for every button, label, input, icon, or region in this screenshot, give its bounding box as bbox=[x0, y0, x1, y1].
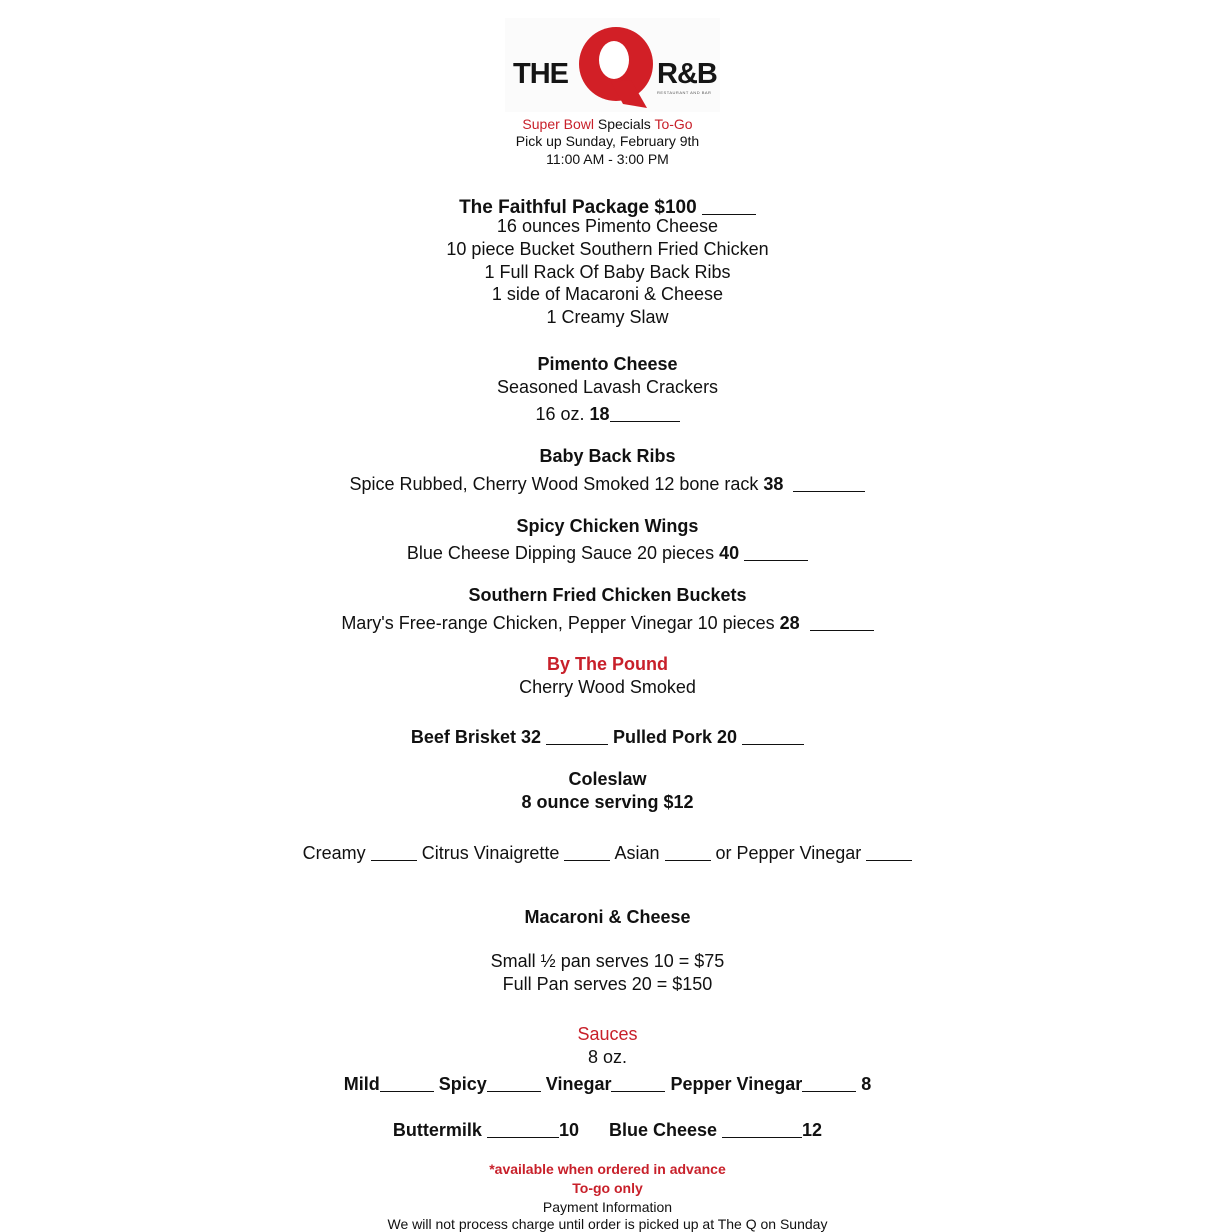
pound-title: By The Pound bbox=[547, 654, 668, 674]
order-blank[interactable] bbox=[742, 726, 804, 745]
pimento-price: 18 bbox=[589, 404, 610, 424]
sauce-buttermilk: Buttermilk bbox=[392, 1120, 482, 1140]
order-blank[interactable] bbox=[802, 1073, 856, 1092]
order-blank[interactable] bbox=[371, 842, 417, 861]
coleslaw-title: Coleslaw bbox=[568, 769, 647, 789]
sauce-mild: Mild bbox=[343, 1074, 380, 1094]
pound-desc: Cherry Wood Smoked bbox=[519, 677, 696, 697]
wings-price: 40 bbox=[719, 543, 740, 563]
mac-small: Small ½ pan serves 10 = $75 bbox=[490, 951, 725, 971]
pound-items-line bbox=[0, 724, 1215, 746]
super-bowl-text: Super Bowl bbox=[522, 116, 594, 132]
to-go-text: To-Go bbox=[654, 116, 693, 132]
faithful-item: 1 Creamy Slaw bbox=[546, 307, 669, 327]
coleslaw-options-line bbox=[0, 840, 1215, 862]
order-blank[interactable] bbox=[810, 612, 874, 631]
pimento-price-line bbox=[0, 401, 1215, 423]
pickup-date: Pick up Sunday, February 9th bbox=[515, 133, 700, 149]
advance-note: *available when ordered in advance bbox=[489, 1161, 726, 1177]
ribs-desc: Spice Rubbed, Cherry Wood Smoked 12 bone rack bbox=[349, 474, 764, 494]
pork-label: Pulled Pork 20 bbox=[613, 727, 738, 747]
payment-info-text: We will not process charge until order is picked up at The Q on Sunday bbox=[387, 1216, 828, 1232]
specials-text: Specials bbox=[594, 116, 655, 132]
coleslaw-serving: 8 ounce serving $12 bbox=[521, 792, 694, 812]
logo-the-text: THE bbox=[513, 58, 568, 90]
payment-info-label: Payment Information bbox=[542, 1199, 673, 1215]
sauces-title: Sauces bbox=[577, 1024, 638, 1044]
sauce-pepper-vinegar: Pepper Vinegar bbox=[670, 1074, 803, 1094]
chicken-desc: Mary's Free-range Chicken, Pepper Vinegar 10 pieces bbox=[341, 613, 780, 633]
buttermilk-price: 10 bbox=[558, 1120, 579, 1140]
order-blank[interactable] bbox=[744, 542, 808, 561]
mac-title: Macaroni & Cheese bbox=[524, 907, 691, 927]
sauce-spicy: Spicy bbox=[438, 1074, 487, 1094]
order-blank[interactable] bbox=[564, 842, 610, 861]
ribs-price-line bbox=[0, 471, 1215, 493]
order-blank[interactable] bbox=[487, 1119, 559, 1138]
order-blank[interactable] bbox=[722, 1119, 802, 1138]
logo-rb-text: R&B bbox=[657, 58, 717, 90]
pimento-desc: Seasoned Lavash Crackers bbox=[496, 377, 719, 397]
faithful-item: 1 side of Macaroni & Cheese bbox=[491, 284, 724, 304]
chicken-title: Southern Fried Chicken Buckets bbox=[468, 585, 747, 605]
pickup-time: 11:00 AM - 3:00 PM bbox=[546, 151, 669, 167]
order-blank[interactable] bbox=[793, 473, 865, 492]
sauce-price: 8 bbox=[861, 1074, 872, 1094]
mac-full: Full Pan serves 20 = $150 bbox=[502, 974, 713, 994]
wings-desc: Blue Cheese Dipping Sauce 20 pieces bbox=[406, 543, 720, 563]
coleslaw-option: Asian bbox=[614, 843, 660, 863]
coleslaw-option: Citrus Vinaigrette bbox=[421, 843, 560, 863]
faithful-item: 10 piece Bucket Southern Fried Chicken bbox=[446, 239, 769, 259]
ribs-price: 38 bbox=[763, 474, 784, 494]
pimento-size: 16 oz. bbox=[535, 404, 590, 424]
order-blank[interactable] bbox=[866, 842, 912, 861]
order-blank[interactable] bbox=[546, 726, 608, 745]
restaurant-logo bbox=[505, 18, 720, 112]
chicken-price-line bbox=[0, 610, 1215, 632]
wings-title: Spicy Chicken Wings bbox=[516, 516, 699, 536]
header-title-line bbox=[0, 117, 1215, 131]
sauce-vinegar: Vinegar bbox=[545, 1074, 612, 1094]
logo-subtitle: RESTAURANT AND BAR bbox=[657, 90, 712, 95]
sauces-line-2 bbox=[0, 1117, 1215, 1139]
to-go-note: To-go only bbox=[572, 1180, 643, 1196]
logo-q-icon bbox=[571, 20, 661, 110]
order-blank[interactable] bbox=[380, 1073, 434, 1092]
faithful-item: 16 ounces Pimento Cheese bbox=[496, 216, 719, 236]
order-blank[interactable] bbox=[487, 1073, 541, 1092]
faithful-package-line bbox=[0, 193, 1215, 217]
faithful-package-title: The Faithful Package $100 bbox=[459, 197, 697, 218]
sauces-size: 8 oz. bbox=[587, 1047, 628, 1067]
brisket-label: Beef Brisket 32 bbox=[410, 727, 541, 747]
wings-price-line bbox=[0, 540, 1215, 562]
pimento-title: Pimento Cheese bbox=[537, 354, 678, 374]
faithful-item: 1 Full Rack Of Baby Back Ribs bbox=[484, 262, 731, 282]
order-blank[interactable] bbox=[702, 195, 756, 215]
coleslaw-option: Creamy bbox=[302, 843, 366, 863]
blue-cheese-price: 12 bbox=[802, 1120, 823, 1140]
order-blank[interactable] bbox=[610, 403, 680, 422]
coleslaw-option: or Pepper Vinegar bbox=[715, 843, 862, 863]
sauces-line-1 bbox=[0, 1071, 1215, 1093]
order-blank[interactable] bbox=[665, 842, 711, 861]
order-blank[interactable] bbox=[611, 1073, 665, 1092]
sauce-blue-cheese: Blue Cheese bbox=[608, 1120, 718, 1140]
ribs-title: Baby Back Ribs bbox=[539, 446, 676, 466]
chicken-price: 28 bbox=[779, 613, 800, 633]
